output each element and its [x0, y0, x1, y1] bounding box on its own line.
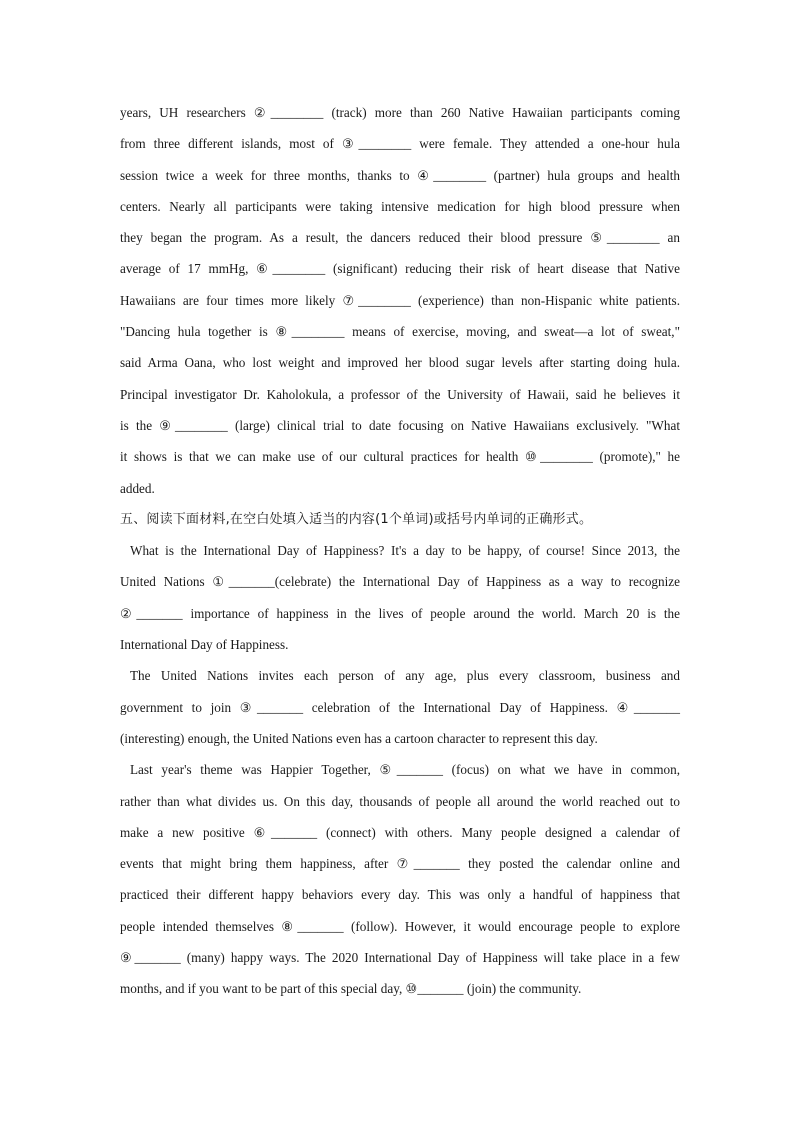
passage2-line: ②_______ importance of happiness in the lives of people around the world. March 20 is the	[120, 605, 680, 621]
passage1-line: average of 17 mmHg, ⑥________ (significant) reducing their risk of heart disease that Native	[120, 261, 680, 277]
passage2-line: people intended themselves ⑧_______ (follow). However, it would encourage people to explore	[120, 918, 680, 934]
passage1-line: from three different islands, most of ③________ were female. They attended a one-hour hula	[120, 136, 680, 152]
passage2-line: make a new positive ⑥_______ (connect) with others. Many people designed a calendar of	[120, 824, 680, 840]
passage2-line: practiced their different happy behaviors every day. This was only a handful of happiness that	[120, 887, 680, 903]
passage1-line: said Arma Oana, who lost weight and improved her blood sugar levels after starting doing hula.	[120, 355, 680, 371]
passage2-line: United Nations ①_______(celebrate) the International Day of Happiness as a way to recognize	[120, 574, 680, 590]
passage1-line: session twice a week for three months, thanks to ④________ (partner) hula groups and health	[120, 167, 680, 183]
passage1-line: "Dancing hula together is ⑧________ means of exercise, moving, and sweat—a lot of sweat,"	[120, 324, 680, 340]
passage2-line: government to join ③_______ celebration of the International Day of Happiness. ④_______	[120, 699, 680, 715]
passage2-line: Last year's theme was Happier Together, ⑤_______ (focus) on what we have in common,	[130, 762, 680, 778]
passage2-line: events that might bring them happiness, after ⑦_______ they posted the calendar online and	[120, 856, 680, 872]
passage1-line: added.	[120, 480, 155, 496]
passage1-line: years, UH researchers ②________ (track) more than 260 Native Hawaiian participants coming	[120, 105, 680, 120]
section-heading: 五、阅读下面材料,在空白处填入适当的内容(1个单词)或括号内单词的正确形式。	[120, 511, 593, 527]
document-content	[120, 97, 680, 1005]
passage2-line: ⑨_______ (many) happy ways. The 2020 International Day of Happiness will take place in a few	[120, 950, 680, 966]
passage1-line: Principal investigator Dr. Kaholokula, a professor of the University of Hawaii, said he believes it	[120, 386, 680, 402]
passage2-line: (interesting) enough, the United Nations even has a cartoon character to represent this day.	[120, 730, 598, 746]
passage1-line: they began the program. As a result, the dancers reduced their blood pressure ⑤________ an	[120, 230, 680, 246]
passage1-line: is the ⑨________ (large) clinical trial to date focusing on Native Hawaiians exclusively. "What	[120, 417, 680, 433]
passage1-line: centers. Nearly all participants were taking intensive medication for high blood pressure when	[120, 198, 680, 214]
passage2-line: The United Nations invites each person of any age, plus every classroom, business and	[130, 668, 680, 684]
passage2-line: months, and if you want to be part of this special day, ⑩_______ (join) the community.	[120, 981, 582, 997]
passage2-line: International Day of Happiness.	[120, 637, 289, 653]
passage1-line: it shows is that we can make use of our cultural practices for health ⑩________ (promote)," he	[120, 449, 680, 465]
passage2-line: What is the International Day of Happiness? It's a day to be happy, of course! Since 2013, the	[130, 543, 680, 559]
passage1-line: Hawaiians are four times more likely ⑦________ (experience) than non-Hispanic white patients.	[120, 292, 680, 308]
passage2-line: rather than what divides us. On this day, thousands of people all around the world reached out to	[120, 793, 680, 809]
